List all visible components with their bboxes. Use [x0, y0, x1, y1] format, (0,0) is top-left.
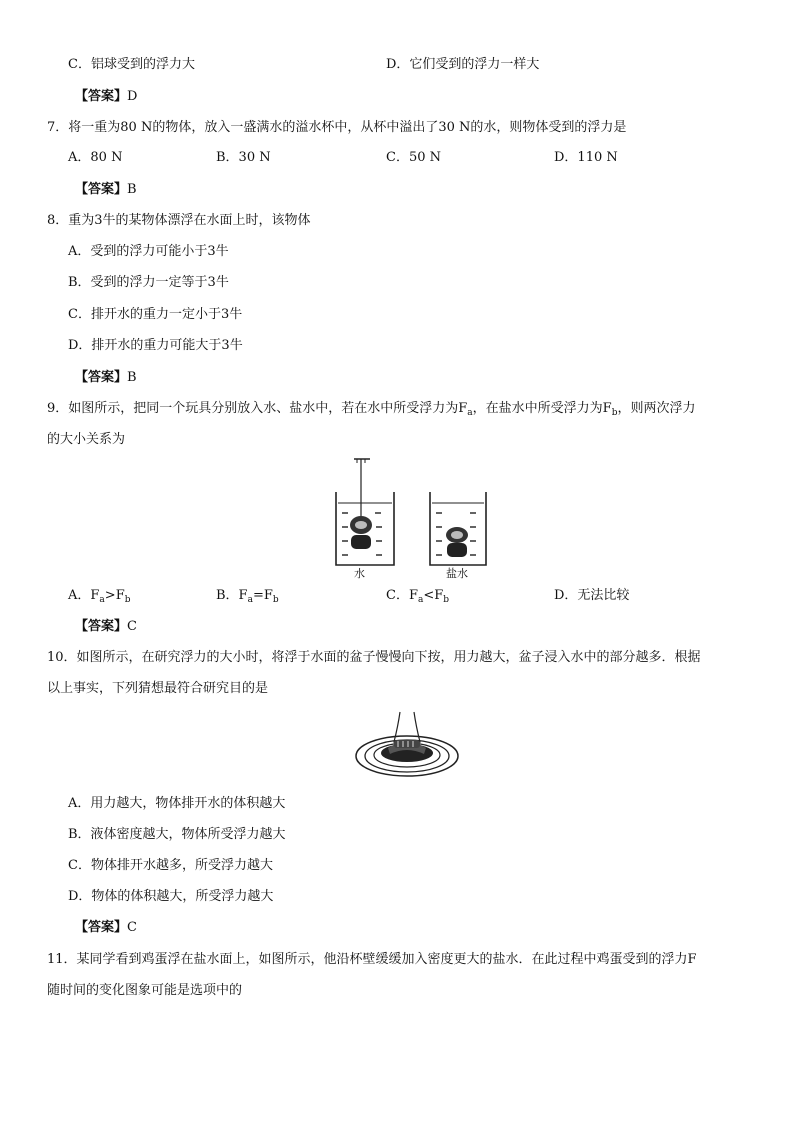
q11-stem-line2: 随时间的变化图象可能是选项中的	[47, 983, 243, 998]
q9-option-c: C．$F_a<F_b$	[386, 588, 450, 605]
q9-option-d: D．无法比较	[554, 588, 630, 603]
q10-stem-line2: 以上事实，下列猜想最符合研究目的是	[47, 681, 269, 696]
q10-stem-line1: 10．如图所示，在研究浮力的大小时，将浮于水面的盆子慢慢向下按，用力越大，盆子浸入水中的部分越多．根据	[47, 650, 701, 665]
q7-answer	[75, 182, 137, 198]
q8-option-c: C．排开水的重力一定小于3牛	[68, 307, 243, 322]
answer-label: 【答案】	[75, 89, 128, 104]
q9-sub-b: b	[611, 408, 618, 418]
q10-answer	[75, 920, 137, 936]
q9-stem-text-1: 9．如图所示，把同一个玩具分别放入水、盐水中，若在水中所受浮力为F	[47, 401, 468, 416]
basin-pressed-illustration	[354, 710, 460, 780]
answer-label: 【答案】	[75, 619, 128, 634]
q8-option-a: A．受到的浮力可能小于3牛	[68, 244, 229, 259]
q9-stem-line2: 的大小关系为	[47, 432, 126, 447]
answer-value: C	[127, 920, 137, 935]
answer-label: 【答案】	[75, 370, 128, 385]
q7-option-b: B．30 N	[216, 150, 271, 165]
q8-stem: 8．重为3牛的某物体漂浮在水面上时，该物体	[47, 213, 311, 228]
q7-option-c: C．50 N	[386, 150, 441, 165]
q9-option-b: B．$F_a=F_b$	[216, 588, 279, 605]
q10-option-b: B．液体密度越大，物体所受浮力越大	[68, 827, 286, 842]
q8-answer	[75, 370, 137, 386]
q6-answer	[75, 89, 137, 105]
q8-option-b: B．受到的浮力一定等于3牛	[68, 275, 229, 290]
q10-figure	[354, 710, 460, 780]
q9-figure	[330, 455, 500, 580]
answer-value: B	[127, 182, 137, 197]
answer-value: D	[127, 89, 138, 104]
q9-stem	[47, 401, 695, 421]
label-water: 水	[354, 567, 365, 580]
q11-stem-line1: 11．某同学看到鸡蛋浮在盐水面上，如图所示，他沿杯壁缓缓加入密度更大的盐水．在此过程中鸡蛋受到的浮力F	[47, 952, 697, 967]
answer-label: 【答案】	[75, 920, 128, 935]
q10-option-c: C．物体排开水越多，所受浮力越大	[68, 858, 273, 873]
label-salt-water: 盐水	[446, 567, 468, 580]
q9-stem-text-3: ，则两次浮力	[617, 401, 696, 416]
q10-option-d: D．物体的体积越大，所受浮力越大	[68, 889, 274, 904]
q9-answer	[75, 619, 137, 635]
q7-stem: 7．将一重为80 N的物体，放入一盛满水的溢水杯中，从杯中溢出了30 N的水，则物体受到的浮力是	[47, 120, 627, 135]
answer-value: C	[127, 619, 137, 634]
answer-label: 【答案】	[75, 182, 128, 197]
answer-value: B	[127, 370, 137, 385]
q8-option-d: D．排开水的重力可能大于3牛	[68, 338, 243, 353]
q6-option-d: D．它们受到的浮力一样大	[386, 57, 540, 72]
q7-option-a: A．80 N	[68, 150, 123, 165]
beakers-illustration	[330, 455, 500, 580]
q9-option-a: A．$F_a>F_b$	[68, 588, 131, 605]
q9-stem-text-2: ，在盐水中所受浮力为F	[472, 401, 612, 416]
q6-option-c: C．铝球受到的浮力大	[68, 57, 195, 72]
q7-option-d: D．110 N	[554, 150, 618, 165]
q9-sub-a: a	[467, 408, 473, 418]
q10-option-a: A．用力越大，物体排开水的体积越大	[68, 796, 286, 811]
